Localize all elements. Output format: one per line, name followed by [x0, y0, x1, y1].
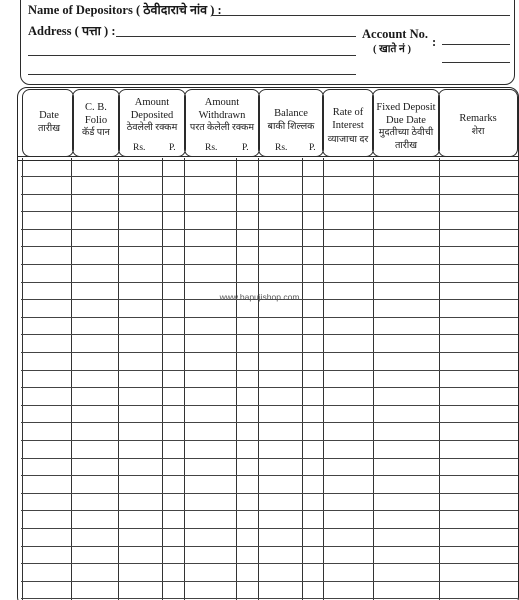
ledger-row-line: [21, 334, 518, 335]
balance-p-label: P.: [309, 143, 316, 153]
column-divider: [118, 158, 119, 600]
ledger-row-line: [21, 458, 518, 459]
column-divider: [302, 158, 303, 600]
column-divider: [71, 158, 72, 600]
column-divider: [184, 158, 185, 600]
account-number-label: Account No.: [362, 27, 428, 41]
ledger-row-line: [21, 282, 518, 283]
ledger-row-line: [21, 563, 518, 564]
column-header-balance: [258, 108, 324, 133]
ledger-row-line: [21, 246, 518, 247]
column-balance-en: Balance: [274, 108, 308, 119]
withdrawn-rs-label: Rs.: [205, 143, 218, 153]
ledger-row-line: [21, 352, 518, 353]
ledger-row-line: [21, 194, 518, 195]
column-rate-en: Rate of Interest: [332, 107, 364, 131]
column-header-amount-deposited: [118, 97, 186, 135]
column-withdrawn-mr: परत केलेली रक्कम: [189, 123, 255, 133]
ledger-row-line: [21, 422, 518, 423]
address-field-line-2[interactable]: [28, 55, 356, 56]
column-header-rate-of-interest: [322, 107, 374, 147]
column-header-amount-withdrawn: [184, 97, 260, 135]
column-divider: [22, 158, 23, 600]
ledger-row-line: [21, 546, 518, 547]
account-number-field-1[interactable]: [442, 44, 510, 45]
account-number-field-2[interactable]: [442, 62, 510, 63]
ledger-row-line: [21, 493, 518, 494]
depositor-name-field[interactable]: [212, 15, 510, 16]
column-divider: [236, 158, 237, 600]
column-balance-mr: बाकी शिल्लक: [267, 121, 315, 132]
column-cb-folio-mr: कॅर्ड पान: [82, 128, 110, 138]
ledger-row-line: [21, 440, 518, 441]
column-deposited-en: Amount Deposited: [130, 97, 174, 121]
ledger-row-line: [21, 229, 518, 230]
column-divider: [439, 158, 440, 600]
ledger-row-line: [21, 405, 518, 406]
column-header-date: [24, 110, 74, 135]
column-withdrawn-en: Amount Withdrawn: [198, 97, 246, 121]
address-label: Address ( पत्ता ) :: [28, 24, 116, 38]
column-cb-folio-en: C. B. Folio: [84, 102, 108, 126]
column-rate-mr: व्याजाचा दर: [327, 135, 369, 145]
column-header-cb-folio: [72, 102, 120, 140]
ledger-row-line: [21, 176, 518, 177]
ledger-row-line: [21, 317, 518, 318]
account-number-sub-label: ( खाते नं ): [373, 44, 411, 55]
deposited-rs-label: Rs.: [133, 143, 146, 153]
address-field-line-1[interactable]: [116, 36, 356, 37]
balance-rs-label: Rs.: [275, 143, 288, 153]
column-divider: [258, 158, 259, 600]
column-divider: [162, 158, 163, 600]
column-fd-due-date-mr: मुदतीच्या ठेवीची तारीख: [378, 128, 434, 151]
ledger-row-line: [21, 264, 518, 265]
ledger-row-line: [21, 475, 518, 476]
column-deposited-mr: ठेवलेली रक्कम: [126, 123, 178, 133]
account-number-colon: :: [432, 35, 437, 49]
column-remarks-mr: शेरा: [471, 126, 485, 137]
depositor-name-label: Name of Depositors ( ठेवीदाराचे नांव ) :: [28, 3, 222, 17]
column-header-remarks: [438, 113, 518, 138]
header-rule-bottom: [18, 160, 518, 161]
ledger-row-line: [21, 598, 518, 599]
ledger-row-line: [21, 528, 518, 529]
ledger-row-line: [21, 211, 518, 212]
ledger-row-line: [21, 387, 518, 388]
column-date-en: Date: [39, 110, 59, 121]
ledger-row-line: [21, 510, 518, 511]
watermark-url: www.bapujishop.com: [219, 292, 300, 302]
header-rule-top: [18, 156, 518, 157]
column-remarks-en: Remarks: [459, 113, 497, 124]
column-date-mr: तारीख: [38, 123, 60, 134]
column-fd-due-date-en: Fixed Deposit Due Date: [376, 102, 436, 126]
ledger-row-line: [21, 370, 518, 371]
deposited-p-label: P.: [169, 143, 176, 153]
ledger-table: [17, 87, 519, 600]
column-divider: [323, 158, 324, 600]
column-header-fd-due-date: [372, 102, 440, 152]
ledger-row-line: [21, 581, 518, 582]
address-field-line-3[interactable]: [28, 74, 356, 75]
column-divider: [373, 158, 374, 600]
withdrawn-p-label: P.: [242, 143, 249, 153]
